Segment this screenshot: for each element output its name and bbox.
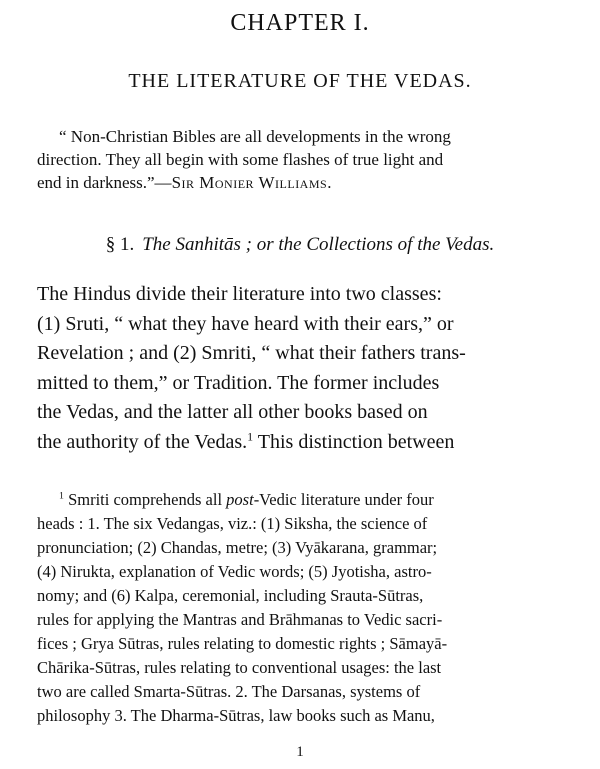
body-line: (1) Sruti, “ what they have heard with their ears,” or bbox=[37, 312, 454, 335]
footnote-line: (4) Nirukta, explanation of Vedic words; (5) Jyotisha, astro- bbox=[37, 562, 432, 581]
epigraph-line-text: end in darkness.”— bbox=[37, 173, 172, 192]
body-line: the Vedas, and the latter all other books based on bbox=[37, 401, 428, 423]
body-line: The Hindus divide their literature into two classes: bbox=[37, 283, 442, 305]
body-line-text: the authority of the Vedas. bbox=[37, 430, 248, 453]
footnote-line: heads : 1. The six Vedangas, viz.: (1) Siksha, the science of bbox=[37, 514, 428, 533]
footnote-text: -Vedic literature under four bbox=[253, 490, 434, 509]
body-last-line bbox=[37, 428, 577, 458]
footnote-first-line bbox=[37, 488, 582, 512]
footnote-line: nomy; and (6) Kalpa, ceremonial, including Srauta-Sūtras, bbox=[37, 586, 424, 605]
body-line-text: This distinction between bbox=[253, 430, 455, 453]
footnote-reference: 1 bbox=[247, 428, 254, 443]
footnote-line: two are called Smarta-Sūtras. 2. The Darsanas, systems of bbox=[37, 682, 421, 701]
epigraph-last-line bbox=[37, 171, 577, 194]
footnote-italic-text: post bbox=[226, 490, 254, 509]
body-line: mitted to them,” or Tradition. The former includes bbox=[37, 371, 440, 394]
section-title: The Sanhitās ; or the Collections of the Vedas. bbox=[142, 234, 495, 255]
epigraph-line: direction. They all begin with some flashes of true light and bbox=[37, 150, 444, 169]
chapter-heading: CHAPTER I. bbox=[230, 10, 370, 36]
body-line: Revelation ; and (2) Smriti, “ what their fathers trans- bbox=[37, 342, 466, 364]
footnote-text: Smriti comprehends all bbox=[63, 490, 227, 509]
section-heading bbox=[0, 234, 600, 256]
footnote-line: pronunciation; (2) Chandas, metre; (3) Vyākarana, grammar; bbox=[37, 538, 438, 557]
epigraph-line: “ Non-Christian Bibles are all developments in the wrong bbox=[59, 127, 451, 146]
epigraph bbox=[37, 125, 577, 194]
footnote-line: philosophy 3. The Dharma-Sūtras, law books such as Manu, bbox=[37, 706, 435, 725]
footnote-line: Chārika-Sūtras, rules relating to conventional usages: the last bbox=[37, 658, 442, 677]
epigraph-attribution: Sir Monier Williams. bbox=[171, 173, 332, 192]
footnote-line: rules for applying the Mantras and Brāhmanas to Vedic sacri- bbox=[37, 610, 443, 629]
section-mark: § 1. bbox=[105, 234, 135, 255]
body-paragraph bbox=[37, 280, 577, 457]
page-number: 1 bbox=[296, 744, 304, 760]
footnote-line: fices ; Grya Sūtras, rules relating to domestic rights ; Sāmayā- bbox=[37, 634, 448, 653]
chapter-title: THE LITERATURE OF THE VEDAS. bbox=[128, 70, 472, 92]
footnote bbox=[37, 488, 582, 728]
footnote-marker: 1 bbox=[59, 490, 64, 502]
